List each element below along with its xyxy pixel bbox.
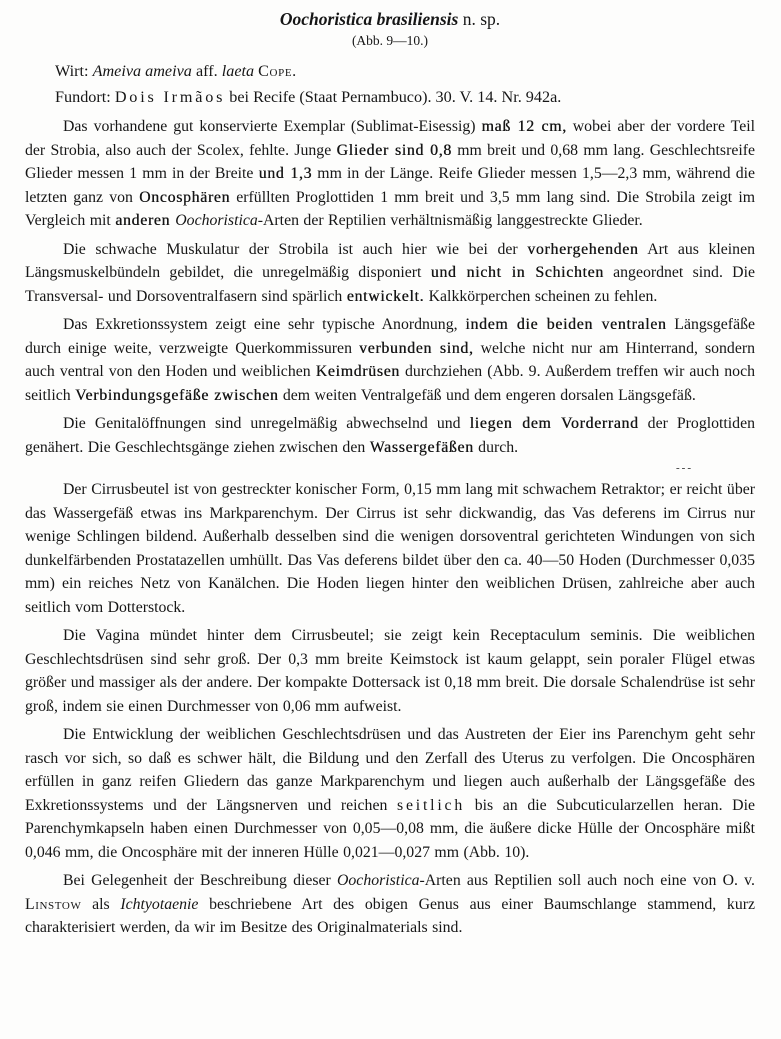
para-oncosphere-development: Die Entwicklung der weiblichen Geschlechtsdrüsen und das Austreten der Eier ins Parenchym geht sehr rasch vor sich, so daß es schwer hält, die Bildung und den Zerfall des Uterus zu verfolgen. Die Oncosphären erfüllen in ganz reifen Gliedern das ganze Markparenchym und liegen auch außerhalb der Längsgefäße des Exkretionssystems und der Längsnerven und reichen seitlich bis an die Subcuticularzellen heran. Die Parenchymkapseln haben einen Durchmesser von 0,05—0,08 mm, die äußere dicke Hülle der Oncosphäre mißt 0,046 mm, die Oncosphäre mit der inneren Hülle 0,021—0,027 mm (Abb. 10). <box>25 726 755 861</box>
figure-reference: (Abb. 9—10.) <box>351 33 429 48</box>
para-linstow-remark: Bei Gelegenheit der Beschreibung dieser Oochoristica-Arten aus Reptilien soll auch noch eine von O. v. Linstow als Ichtyotaenie beschriebene Art des obigen Genus aus einer Baumschlange stammend, kurz charakterisiert werden, da wir im Besitze des Originalmaterials sind. <box>25 872 756 936</box>
para-genital-openings: Die Genitalöffnungen sind unregelmäßig abwechselnd und liegen dem Vorderrand der Proglottiden genähert. Die Geschlechtsgänge ziehen zwischen den Wassergefäßen durch. <box>25 415 755 456</box>
para-excretory-system: Das Exkretionssystem zeigt eine sehr typische Anordnung, indem die beiden ventralen Längsgefäße durch einige weite, verzweigte Querkommissuren verbunden sind, welche nicht nur am Hinterrand, sondern auch ventral von den Hoden und weiblichen Keimdrüsen durchziehen (Abb. 9. Außerdem treffen wir auch noch seitlich Verbindungsgefäße zwischen dem weiten Ventralgefäß und dem engeren dorsalen Längsgefäß. <box>25 316 755 404</box>
species-title: Oochoristica brasiliensis n. sp. <box>279 9 501 29</box>
para-vagina-female-glands: Die Vagina mündet hinter dem Cirrusbeutel; sie zeigt kein Receptaculum seminis. Die weiblichen Geschlechtsdrüsen sind sehr groß. Der 0,3 mm breite Keimstock ist kaum gelappt, sein poraler Flügel etwas größer und massiger als der andere. Der kompakte Dottersack ist 0,18 mm breit. Die dorsale Schalendrüse ist sehr groß, indem sie einen Durchmesser von 0,06 mm aufweist. <box>25 627 755 715</box>
margin-dash-artifact: --- <box>676 462 693 474</box>
para-musculature: Die schwache Muskulatur der Strobila ist auch hier wie bei der vorhergehenden Art aus kleinen Längsmuskelbündeln gebildet, die unregelmäßig disponiert und nicht in Schichten angeordnet sind. Die Transversal- und Dorsoventralfasern sind spärlich entwickelt. Kalkkörperchen scheinen zu fehlen. <box>25 240 755 305</box>
para-specimen-description: Das vorhandene gut konservierte Exemplar (Sublimat-Eisessig) maß 12 cm, wobei aber der vordere Teil der Strobia, also auch der Scolex, fehlte. Junge Glieder sind 0,8 mm breit und 0,68 mm lang. Geschlechtsreife Glieder messen 1 mm in der Breite und 1,3 mm in der Länge. Reife Glieder messen 1,5—2,3 mm, während die letzten ganz von Oncosphären erfüllten Proglottiden 1 mm breit und 3,5 mm lang sind. Die Strobila zeigt im Vergleich mit anderen Oochoristica-Arten der Reptilien verhältnismäßig langgestreckte Glieder. <box>25 118 756 229</box>
locality-line: Fundort: Dois Irmãos bei Recife (Staat Pernambuco). 30. V. 14. Nr. 942a. <box>55 87 562 106</box>
host-line: Wirt: Ameiva ameiva aff. laeta Cope. <box>55 62 297 80</box>
para-cirrus-pouch: Der Cirrusbeutel ist von gestreckter konischer Form, 0,15 mm lang mit schwachem Retraktor; er reicht über das Wassergefäß etwas ins Markparenchym. Der Cirrus ist sehr dickwandig, das Vas deferens im Cirrus nur wenige Schlingen bildend. Außerhalb desselben sind die wenigen dorsoventral gerichteten Windungen von sich dunkelfärbenden Prostatazellen umhüllt. Das Vas deferens bildet über den ca. 40—50 Hoden (Durchmesser 0,035 mm) ein reiches Netz von Kanälchen. Die Hoden liegen hinter den weiblichen Drüsen, zahlreiche aber auch seitlich vom Dotterstock. <box>25 481 755 616</box>
body-text <box>25 115 755 940</box>
